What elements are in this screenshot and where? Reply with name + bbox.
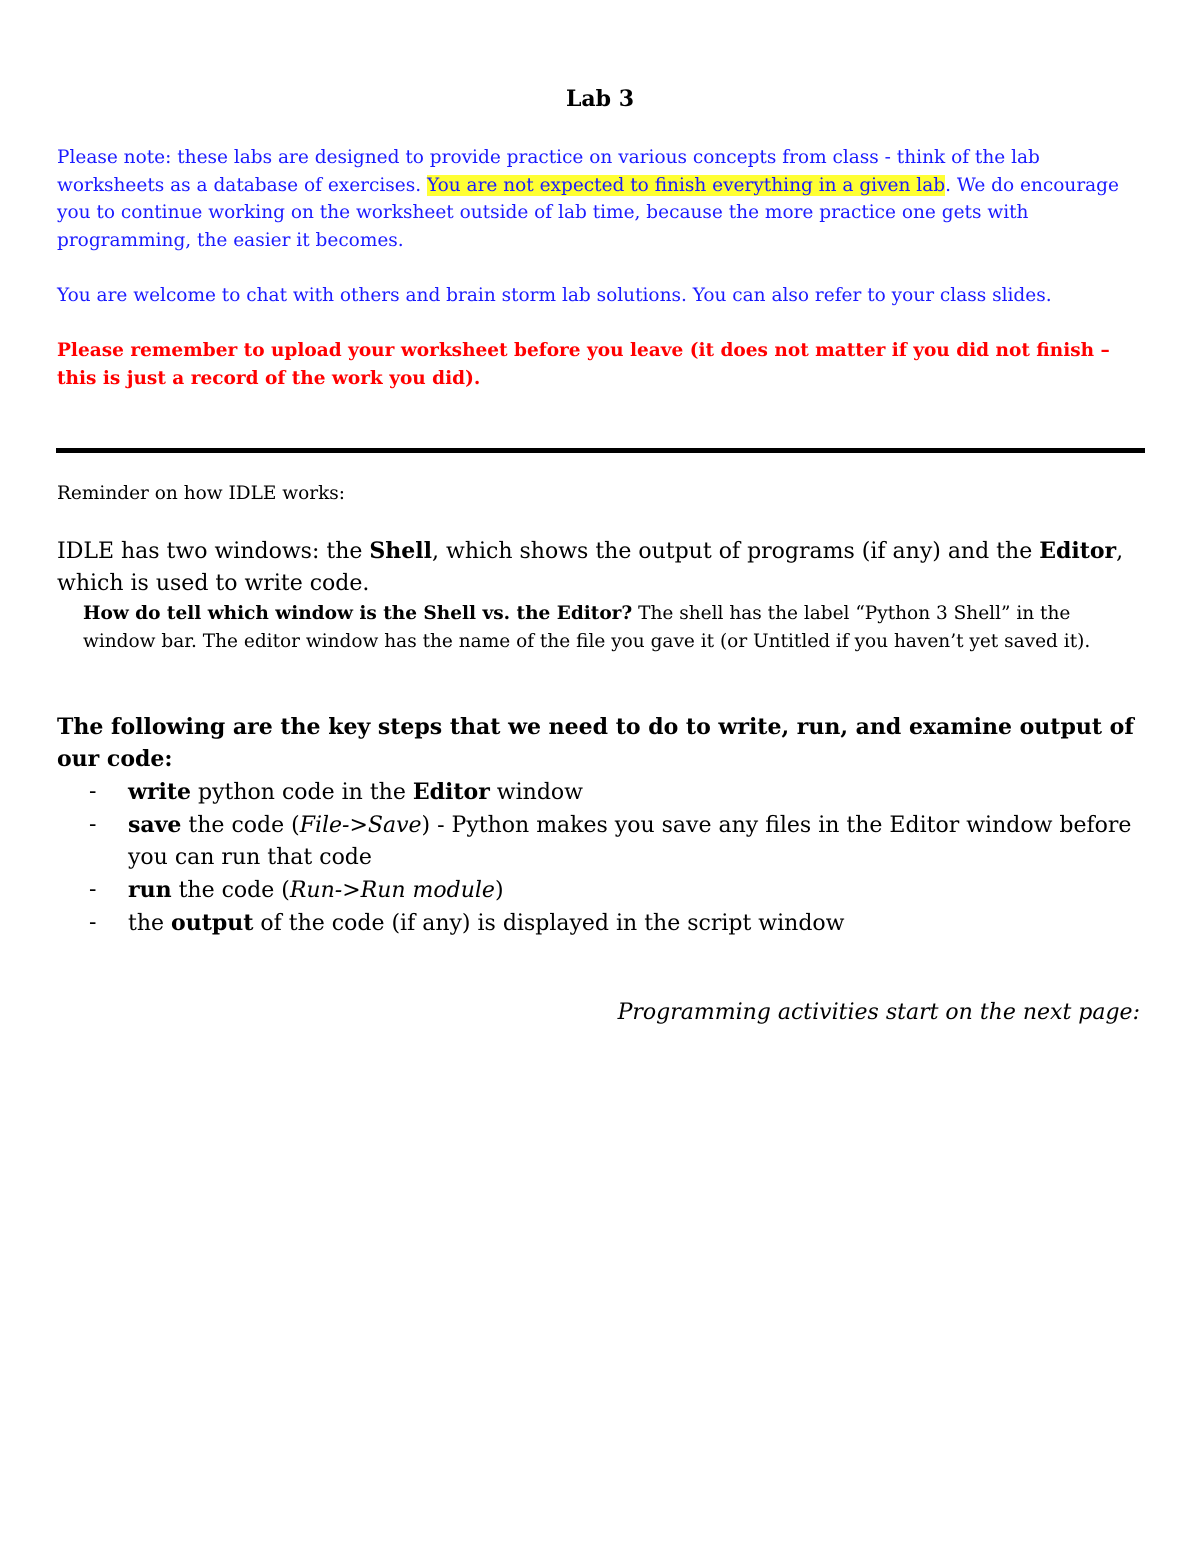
step-keyword: save <box>128 812 182 838</box>
step-keyword: output <box>171 910 254 936</box>
page-title: Lab 3 <box>565 86 635 112</box>
closing-note: Programming activities start on the next page: <box>617 1000 1140 1025</box>
note-highlight: You are not expected to finish everything in a given lab <box>427 174 946 196</box>
step-text: ) - Python makes you save any files in the Editor window before you can run that code <box>128 813 1132 870</box>
step-menu-path: File->Save <box>299 813 422 838</box>
list-item <box>57 907 1147 940</box>
welcome-paragraph: You are welcome to chat with others and brain storm lab solutions. You can also refer to your class slides. <box>57 285 1052 306</box>
step-text: the <box>128 911 172 936</box>
note-text-2: . We do encourage you to continue working on the worksheet outside of lab time, because the more practice one gets with programming, the easier it becomes. <box>57 174 1119 251</box>
idle-editor: Editor <box>1039 538 1117 564</box>
list-item <box>57 874 1147 907</box>
list-dash: - <box>89 910 97 935</box>
howto-answer: The shell has the label “Python 3 Shell” in the window bar. The editor window has the name of the file you gave it (or Untitled if you haven’t yet saved it). <box>83 603 1091 652</box>
steps-list <box>57 776 1147 940</box>
idle-text-1: IDLE has two windows: the <box>57 539 370 564</box>
step-menu-path: Run->Run module <box>289 878 495 903</box>
list-item <box>57 809 1147 874</box>
note-text-1: Please note: these labs are designed to provide practice on various concepts from class - think of the lab worksheets as a database of exercises. <box>57 147 1040 196</box>
idle-shell: Shell <box>369 538 432 564</box>
list-item <box>57 776 1147 809</box>
idle-text-2: , which shows the output of programs (if any) and the <box>432 539 1040 564</box>
step-keyword: run <box>128 877 172 903</box>
idle-description <box>57 535 1147 600</box>
list-dash: - <box>89 812 97 837</box>
step-text: the code ( <box>171 878 290 903</box>
step-emphasis: Editor <box>412 779 490 805</box>
howto-paragraph <box>83 600 1133 655</box>
step-text: python code in the <box>191 780 413 805</box>
step-text: of the code (if any) is displayed in the script window <box>253 911 845 936</box>
horizontal-rule <box>56 448 1145 453</box>
step-text: ) <box>494 878 504 903</box>
note-paragraph <box>57 144 1147 254</box>
steps-heading: The following are the key steps that we need to do to write, run, and examine output of our code: <box>57 714 1134 772</box>
list-dash: - <box>89 779 97 804</box>
idle-text-3: , which is used to write code. <box>57 539 1124 596</box>
howto-question: How do tell which window is the Shell vs. the Editor? <box>83 603 633 624</box>
step-text: the code ( <box>181 813 300 838</box>
step-text: window <box>489 780 583 805</box>
reminder-heading: Reminder on how IDLE works: <box>57 483 346 504</box>
list-dash: - <box>89 877 97 902</box>
upload-reminder: Please remember to upload your worksheet before you leave (it does not matter if you did not finish – this is just a record of the work you did). <box>57 340 1110 389</box>
step-keyword: write <box>128 779 192 805</box>
